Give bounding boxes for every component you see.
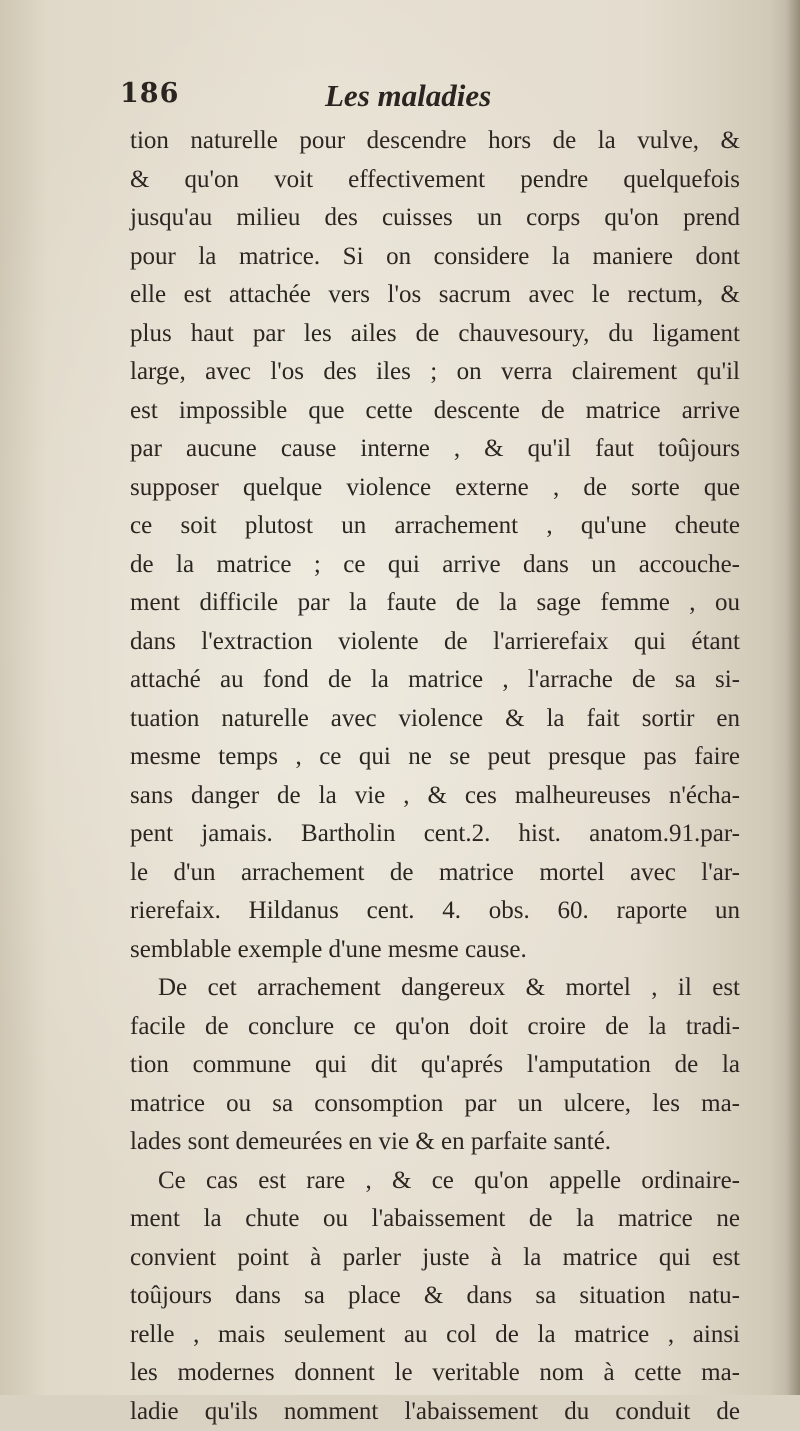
text-line: pent jamais. Bartholin cent.2. hist. anatom.91.par- [130,815,740,854]
text-line: de la matrice ; ce qui arrive dans un accouche- [130,546,740,585]
text-line: dans l'extraction violente de l'arrierefaix qui étant [130,623,740,662]
text-line: le d'un arrachement de matrice mortel avec l'ar- [130,854,740,893]
text-line: ment la chute ou l'abaissement de la matrice ne [130,1200,740,1239]
text-line: est impossible que cette descente de matrice arrive [130,392,740,431]
text-line: tuation naturelle avec violence & la fait sortir en [130,700,740,739]
text-line: jusqu'au milieu des cuisses un corps qu'on prend [130,199,740,238]
text-line: large, avec l'os des iles ; on verra clairement qu'il [130,353,740,392]
text-line: facile de conclure ce qu'on doit croire de la tradi- [130,1008,740,1047]
text-line: ladie qu'ils nomment l'abaissement du conduit de [130,1393,740,1431]
text-line: par aucune cause interne , & qu'il faut toûjours [130,430,740,469]
text-line: ment difficile par la faute de la sage femme , ou [130,584,740,623]
text-line: supposer quelque violence externe , de sorte que [130,469,740,508]
text-line: attaché au fond de la matrice , l'arrache de sa si- [130,661,740,700]
body-text [130,122,740,1431]
text-line: rierefaix. Hildanus cent. 4. obs. 60. raporte un [130,892,740,931]
text-line: les modernes donnent le veritable nom à cette ma- [130,1354,740,1393]
running-head: Les maladies [325,78,491,114]
text-line: Ce cas est rare , & ce qu'on appelle ordinaire- [130,1162,740,1201]
text-line: De cet arrachement dangereux & mortel , il est [130,969,740,1008]
text-line: relle , mais seulement au col de la matrice , ainsi [130,1316,740,1355]
page-header [120,78,680,118]
text-line: matrice ou sa consomption par un ulcere, les ma- [130,1085,740,1124]
text-line: mesme temps , ce qui ne se peut presque pas faire [130,738,740,777]
text-line: lades sont demeurées en vie & en parfaite santé. [130,1123,740,1162]
text-line: sans danger de la vie , & ces malheureuses n'écha- [130,777,740,816]
page-number: 186 [120,78,179,109]
text-line: ce soit plutost un arrachement , qu'une cheute [130,507,740,546]
text-line: pour la matrice. Si on considere la maniere dont [130,238,740,277]
text-line: convient point à parler juste à la matrice qui est [130,1239,740,1278]
text-line: plus haut par les ailes de chauvesoury, du ligament [130,315,740,354]
text-line: elle est attachée vers l'os sacrum avec le rectum, & [130,276,740,315]
text-line: & qu'on voit effectivement pendre quelquefois [130,161,740,200]
text-line: tion naturelle pour descendre hors de la vulve, & [130,122,740,161]
text-line: toûjours dans sa place & dans sa situation natu- [130,1277,740,1316]
text-line: semblable exemple d'une mesme cause. [130,931,740,970]
text-line: tion commune qui dit qu'aprés l'amputation de la [130,1046,740,1085]
